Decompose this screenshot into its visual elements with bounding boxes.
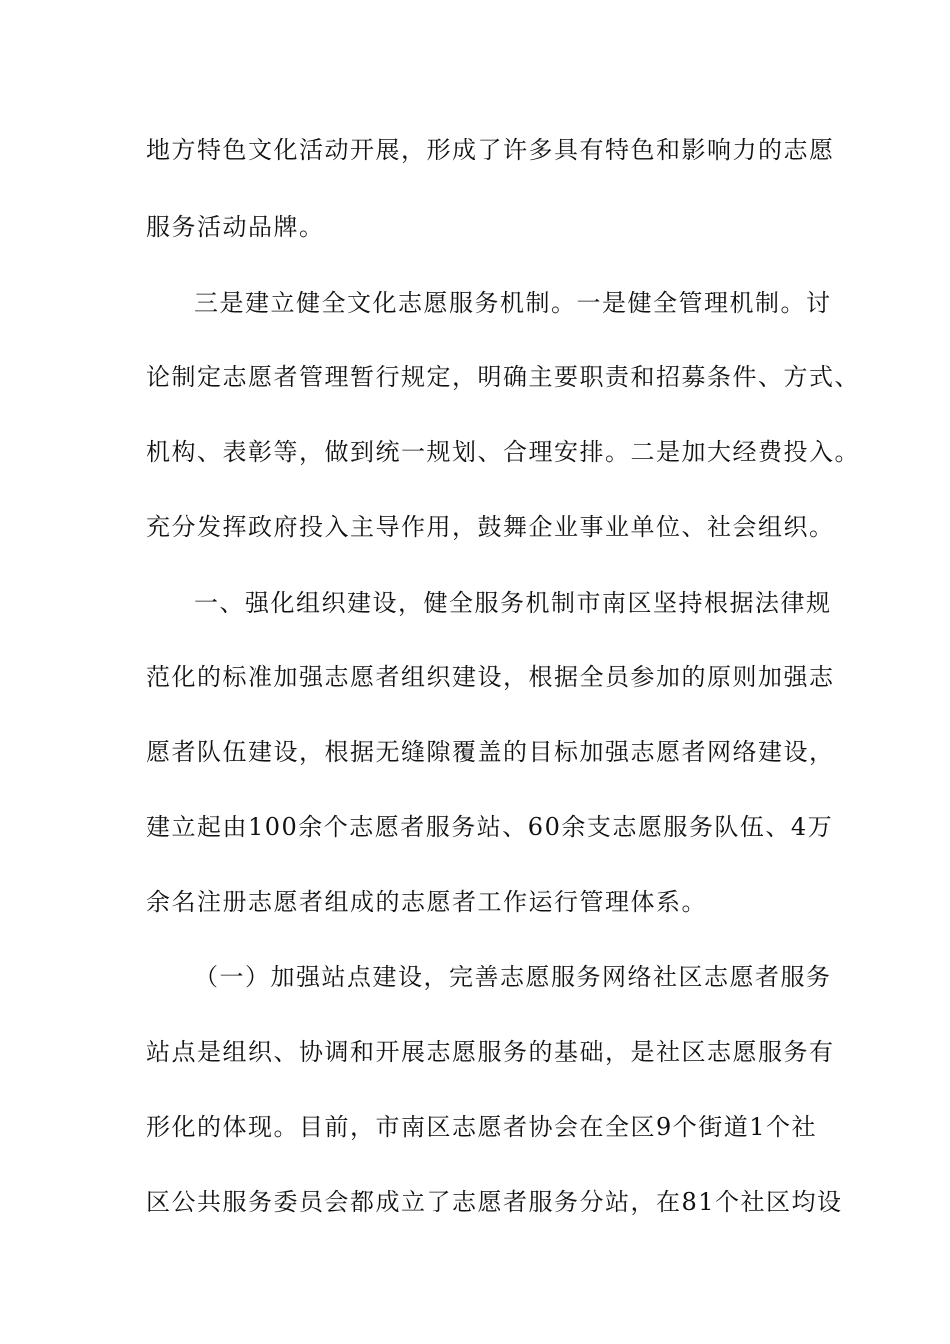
subsection-heading-line: （一）加强站点建设，完善志愿服务网络社区志愿者服务	[194, 963, 832, 991]
text-line: 愿者队伍建设，根据无缝隙覆盖的目标加强志愿者网络建设，	[146, 738, 835, 766]
paragraph-start-line: 三是建立健全文化志愿服务机制。一是健全管理机制。讨	[194, 289, 832, 317]
text-line: 论制定志愿者管理暂行规定，明确主要职责和招募条件、方式、	[146, 363, 860, 391]
text-line: 范化的标准加强志愿者组织建设，根据全员参加的原则加强志	[146, 663, 835, 691]
text-line: 形化的体现。目前，市南区志愿者协会在全区9个街道1个社	[146, 1113, 818, 1141]
text-line: 地方特色文化活动开展，形成了许多具有特色和影响力的志愿	[146, 136, 835, 164]
text-line: 服务活动品牌。	[146, 213, 325, 241]
text-line: 机构、表彰等，做到统一规划、合理安排。二是加大经费投入。	[146, 438, 860, 466]
text-line: 站点是组织、协调和开展志愿服务的基础，是社区志愿服务有	[146, 1038, 835, 1066]
text-line: 充分发挥政府投入主导作用，鼓舞企业事业单位、社会组织。	[146, 513, 835, 541]
text-line: 建立起由100余个志愿者服务站、60余支志愿服务队伍、4万	[146, 813, 834, 841]
section-heading-line: 一、强化组织建设，健全服务机制市南区坚持根据法律规	[194, 589, 832, 617]
text-line: 余名注册志愿者组成的志愿者工作运行管理体系。	[146, 888, 707, 916]
text-line: 区公共服务委员会都成立了志愿者服务分站，在81个社区均设	[146, 1188, 843, 1216]
